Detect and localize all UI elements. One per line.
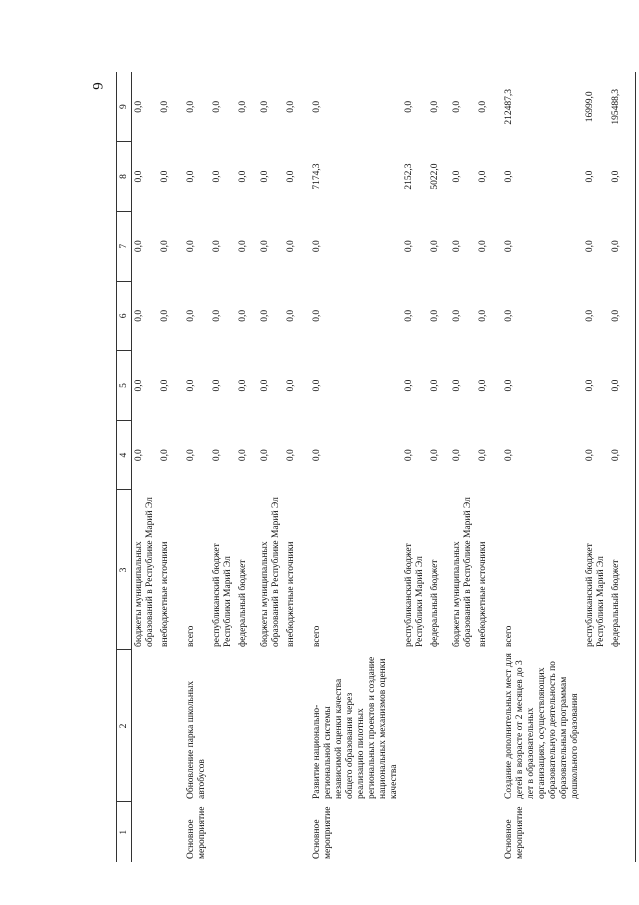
funding-source-cell: бюджеты муниципальных образований в Республике Марий Эл — [452, 497, 473, 647]
amount-cell: 2152,3 — [404, 163, 414, 190]
amount-cell: 0,0 — [478, 170, 488, 183]
amount-cell: 0,0 — [504, 309, 514, 322]
measure-name-cell — [284, 650, 310, 802]
amount-cell: 0,0 — [609, 351, 635, 421]
financing-table — [116, 72, 636, 862]
table-row — [450, 72, 476, 862]
amount-cell: 0,0 — [238, 379, 248, 392]
amount-cell: 0,0 — [286, 379, 296, 392]
measure-name-cell — [258, 650, 284, 802]
amount-cell: 0,0 — [212, 449, 222, 462]
amount-cell: 0,0 — [134, 379, 144, 392]
table-row — [609, 72, 635, 862]
amount-cell: 0,0 — [404, 309, 414, 322]
header-cell: 2 — [117, 650, 132, 802]
funding-source-cell: республиканский бюджет Республики Марий Эл — [585, 543, 606, 647]
table-row — [184, 72, 210, 862]
amount-cell: 0,0 — [478, 449, 488, 462]
amount-cell: 7174,3 — [312, 163, 322, 190]
amount-cell: 0,0 — [212, 309, 222, 322]
measure-name-cell — [158, 650, 184, 802]
amount-cell: 0,0 — [585, 170, 595, 183]
header-cell: 9 — [117, 72, 132, 142]
table-row — [476, 72, 502, 862]
amount-cell: 0,0 — [260, 449, 270, 462]
measure-type-cell — [476, 802, 502, 862]
funding-source-cell: внебюджетные источники — [160, 541, 170, 647]
measure-type-cell — [402, 802, 428, 862]
amount-cell: 0,0 — [186, 309, 196, 322]
measure-name-cell: Обновление парка школьных автобусов — [186, 680, 207, 799]
amount-cell: 0,0 — [585, 379, 595, 392]
table-row — [258, 72, 284, 862]
amount-cell: 0,0 — [452, 240, 462, 253]
table-row — [428, 72, 450, 862]
funding-source-cell: бюджеты муниципальных образований в Республике Марий Эл — [134, 497, 155, 647]
amount-cell: 0,0 — [134, 309, 144, 322]
amount-cell: 0,0 — [504, 449, 514, 462]
header-row — [117, 72, 132, 862]
table-row — [210, 72, 236, 862]
measure-type-cell: Основное мероприятие — [312, 806, 333, 859]
amount-cell: 212487,3 — [504, 89, 514, 125]
measure-type-cell — [236, 802, 258, 862]
amount-cell: 0,0 — [260, 170, 270, 183]
measure-name-cell: Создание дополнительных мест для детей в возрасте от 2 месяцев до 3 лет в образовательных организациях, осуществляющих образовательную деятельность по образовательным программам дошкольного образования — [504, 653, 580, 799]
page-number: 6 — [89, 82, 105, 90]
amount-cell: 0,0 — [404, 449, 414, 462]
table-row — [583, 72, 609, 862]
funding-source-cell: республиканский бюджет Республики Марий Эл — [404, 543, 425, 647]
table-row — [132, 72, 159, 862]
amount-cell: 0,0 — [609, 420, 635, 490]
amount-cell: 0,0 — [452, 449, 462, 462]
amount-cell: 0,0 — [452, 379, 462, 392]
amount-cell: 0,0 — [585, 449, 595, 462]
amount-cell: 0,0 — [134, 100, 144, 113]
header-cell: 8 — [117, 142, 132, 212]
amount-cell: 0,0 — [430, 240, 440, 253]
amount-cell: 0,0 — [452, 100, 462, 113]
amount-cell: 0,0 — [260, 309, 270, 322]
measure-name-cell — [236, 650, 258, 802]
amount-cell: 0,0 — [585, 309, 595, 322]
amount-cell: 0,0 — [238, 240, 248, 253]
amount-cell: 0,0 — [286, 100, 296, 113]
measure-type-cell — [158, 802, 184, 862]
funding-source-cell: всего — [186, 625, 196, 647]
amount-cell: 0,0 — [260, 100, 270, 113]
table-row — [502, 72, 583, 862]
table-body — [132, 72, 636, 862]
funding-source-cell: бюджеты муниципальных образований в Республике Марий Эл — [260, 497, 281, 647]
amount-cell: 0,0 — [286, 309, 296, 322]
amount-cell: 0,0 — [585, 240, 595, 253]
funding-source-cell: внебюджетные источники — [478, 541, 488, 647]
header-cell: 7 — [117, 211, 132, 281]
amount-cell: 0,0 — [478, 379, 488, 392]
amount-cell: 0,0 — [478, 100, 488, 113]
amount-cell: 0,0 — [186, 449, 196, 462]
amount-cell: 0,0 — [186, 100, 196, 113]
measure-name-cell — [609, 650, 635, 802]
funding-source-cell: внебюджетные источники — [286, 541, 296, 647]
table-row — [158, 72, 184, 862]
table-row — [284, 72, 310, 862]
amount-cell: 0,0 — [134, 240, 144, 253]
amount-cell: 0,0 — [609, 211, 635, 281]
amount-cell: 0,0 — [609, 142, 635, 212]
amount-cell: 0,0 — [430, 309, 440, 322]
amount-cell: 0,0 — [312, 379, 322, 392]
measure-type-cell — [583, 802, 609, 862]
measure-type-cell — [258, 802, 284, 862]
amount-cell: 0,0 — [430, 100, 440, 113]
amount-cell: 0,0 — [504, 240, 514, 253]
measure-name-cell — [583, 650, 609, 802]
amount-cell: 0,0 — [160, 240, 170, 253]
amount-cell: 0,0 — [504, 379, 514, 392]
amount-cell: 0,0 — [312, 240, 322, 253]
funding-source-cell: всего — [312, 625, 322, 647]
funding-source-cell: республиканский бюджет Республики Марий Эл — [212, 543, 233, 647]
amount-cell: 0,0 — [452, 170, 462, 183]
amount-cell: 0,0 — [212, 100, 222, 113]
amount-cell: 0,0 — [212, 170, 222, 183]
measure-name-cell — [428, 650, 450, 802]
amount-cell: 0,0 — [186, 170, 196, 183]
table-row — [236, 72, 258, 862]
amount-cell: 0,0 — [286, 240, 296, 253]
amount-cell: 0,0 — [404, 379, 414, 392]
amount-cell: 0,0 — [504, 170, 514, 183]
amount-cell: 0,0 — [238, 309, 248, 322]
funding-source-cell: федеральный бюджет — [238, 559, 248, 647]
measure-type-cell: Основное мероприятие — [504, 806, 525, 859]
amount-cell: 0,0 — [452, 309, 462, 322]
amount-cell: 0,0 — [160, 100, 170, 113]
amount-cell: 0,0 — [312, 309, 322, 322]
header-cell: 4 — [117, 420, 132, 490]
funding-source-cell: всего — [504, 625, 514, 647]
amount-cell: 0,0 — [286, 449, 296, 462]
amount-cell: 0,0 — [260, 240, 270, 253]
amount-cell: 0,0 — [212, 240, 222, 253]
header-cell: 6 — [117, 281, 132, 351]
header-cell: 5 — [117, 351, 132, 421]
measure-type-cell — [428, 802, 450, 862]
amount-cell: 0,0 — [609, 281, 635, 351]
amount-cell: 0,0 — [186, 379, 196, 392]
measure-type-cell — [609, 802, 635, 862]
amount-cell: 0,0 — [160, 170, 170, 183]
funding-source-cell: федеральный бюджет — [430, 559, 440, 647]
measure-name-cell — [132, 650, 159, 802]
amount-cell: 0,0 — [160, 379, 170, 392]
amount-cell: 0,0 — [430, 379, 440, 392]
amount-cell: 0,0 — [312, 100, 322, 113]
measure-type-cell — [132, 802, 159, 862]
amount-cell: 0,0 — [404, 240, 414, 253]
measure-type-cell — [450, 802, 476, 862]
amount-cell: 0,0 — [160, 449, 170, 462]
amount-cell: 0,0 — [238, 449, 248, 462]
amount-cell: 0,0 — [260, 379, 270, 392]
table-row — [310, 72, 402, 862]
measure-name-cell: Развитие национально-региональной системы независимой оценки качества общего образования через реализацию пилотных региональных проектов и создание национальных механизмов оценки качества — [312, 656, 399, 799]
amount-cell: 16999,0 — [585, 91, 595, 123]
amount-cell: 5022,0 — [430, 163, 440, 190]
header-cell: 3 — [117, 490, 132, 650]
amount-cell: 0,0 — [430, 449, 440, 462]
amount-cell: 0,0 — [404, 100, 414, 113]
amount-cell: 0,0 — [212, 379, 222, 392]
amount-cell: 0,0 — [134, 170, 144, 183]
amount-cell: 195488,3 — [609, 72, 635, 142]
amount-cell: 0,0 — [186, 240, 196, 253]
header-cell: 1 — [117, 802, 132, 862]
amount-cell: 0,0 — [478, 309, 488, 322]
amount-cell: 0,0 — [238, 100, 248, 113]
measure-name-cell — [476, 650, 502, 802]
measure-name-cell — [402, 650, 428, 802]
measure-type-cell: Основное мероприятие — [186, 806, 207, 859]
measure-type-cell — [284, 802, 310, 862]
amount-cell: 0,0 — [286, 170, 296, 183]
measure-name-cell — [210, 650, 236, 802]
table-row — [402, 72, 428, 862]
amount-cell: 0,0 — [312, 449, 322, 462]
rotated-table-container — [116, 72, 621, 862]
funding-source-cell: федеральный бюджет — [609, 490, 635, 650]
amount-cell: 0,0 — [134, 449, 144, 462]
amount-cell: 0,0 — [160, 309, 170, 322]
measure-name-cell — [450, 650, 476, 802]
amount-cell: 0,0 — [478, 240, 488, 253]
measure-type-cell — [210, 802, 236, 862]
amount-cell: 0,0 — [238, 170, 248, 183]
